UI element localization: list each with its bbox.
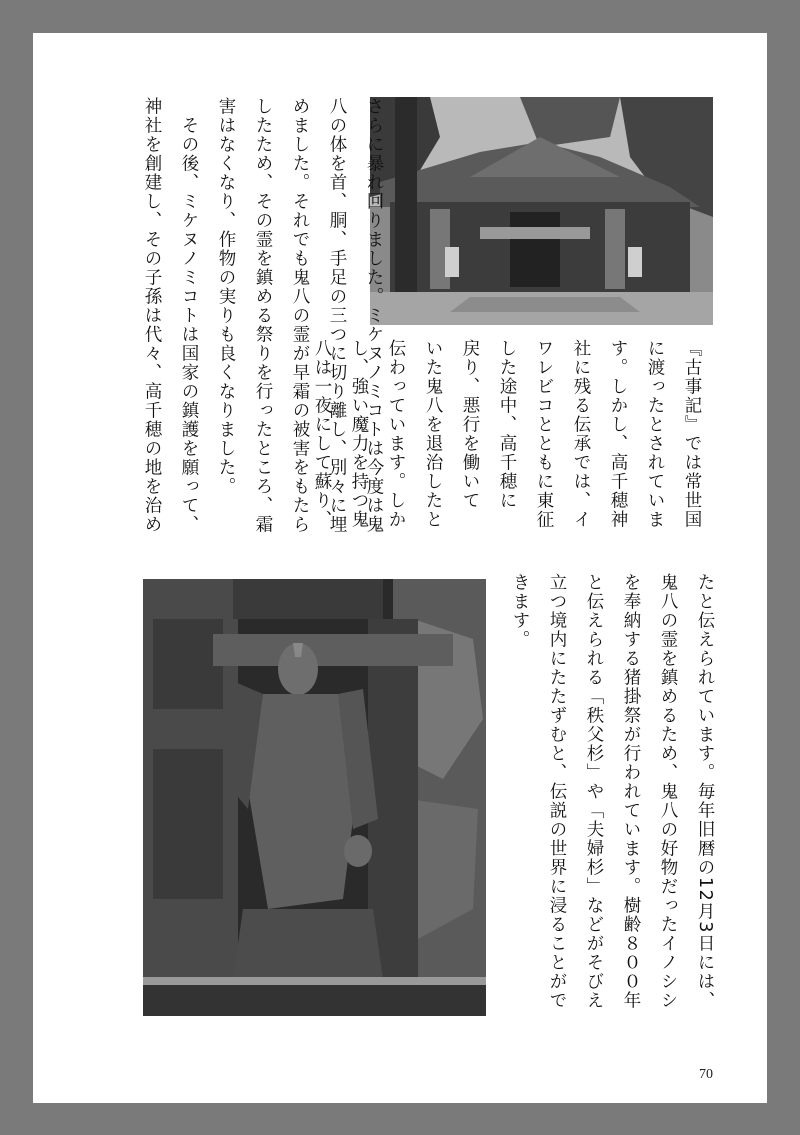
- body-text-left: さらに暴れ回りました。ミケヌノミコトは今度は鬼 八の体を首、胴、手足の三つに切り離し、別々に埋 めました。それでも鬼八の霊が早霜の被害をもたら したため、その霊を鎮める祭りを行ったところ、霜 害はなくなり、作物の実りも良くなりました。 その後、ミケヌノミコトは国家の鎮護を願って、 神社を創建し、その子孫は代々、高千穂の地を治め: [142, 97, 384, 534]
- page-number: 70: [699, 1067, 713, 1082]
- oni-statue-photo: [143, 579, 486, 1016]
- body-text-lower-right: たと伝えられています。毎年旧暦の12月3日には、 鬼八の霊を鎮めるため、鬼八の好物だったイノシシ を奉納する猪掛祭が行われています。樹齢８００年 と伝えられる「秩父杉」や「夫婦杉」などがそびえ 立つ境内にたたずむと、伝説の世界に浸ることがで きます。: [510, 573, 715, 1010]
- shrine-photo: [370, 97, 713, 325]
- body-text-upper-right: 『古事記』では常世国 に渡ったとされていま す。しかし、高千穂神 社に残る伝承では、イ ワレビコとともに東征 した途中、高千穂に 戻り、悪行を働いて いた鬼八を退治したと 伝わっています。しか し、強い魔力を持つ鬼 八は一夜にして蘇り、: [312, 339, 702, 529]
- page: [33, 33, 767, 1103]
